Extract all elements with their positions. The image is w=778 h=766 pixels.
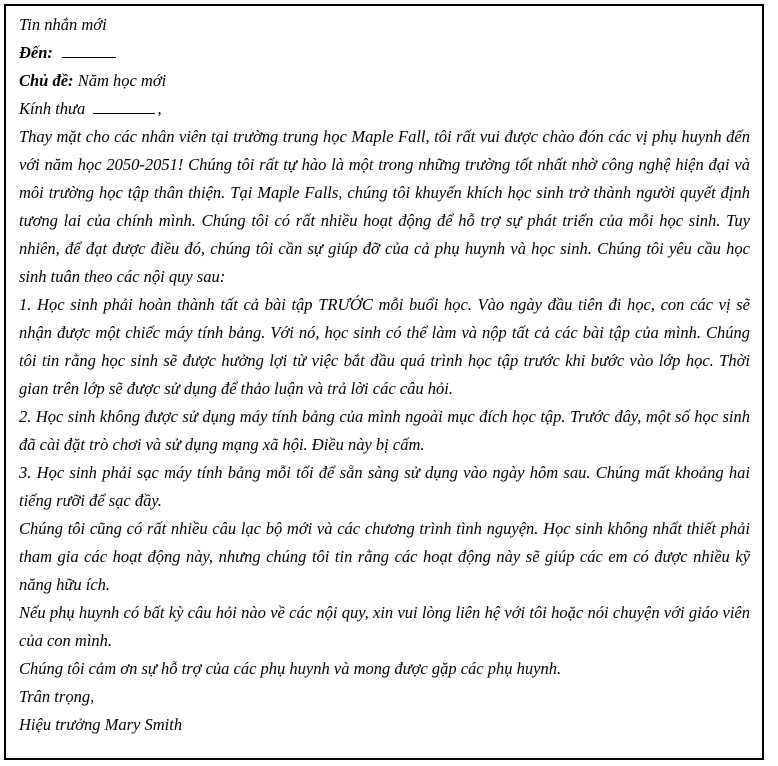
salutation-line: [19, 95, 750, 123]
thanks-paragraph: Chúng tôi cảm ơn sự hỗ trợ của các phụ huynh và mong được gặp các phụ huynh.: [19, 659, 562, 678]
document-page: [4, 4, 764, 760]
salutation-comma: ,: [157, 99, 162, 118]
subject-label: Chủ đề:: [19, 71, 74, 90]
subject-line: [19, 67, 750, 95]
closing-line: Trân trọng,: [19, 687, 95, 706]
rule-3-paragraph: 3. Học sinh phải sạc máy tính bảng mỗi tối để sẵn sàng sử dụng vào ngày hôm sau. Chúng mất khoảng hai tiếng rưỡi để sạc đầy.: [19, 463, 750, 510]
rule-1-paragraph: 1. Học sinh phải hoàn thành tất cả bài tập TRƯỚC mỗi buổi học. Vào ngày đầu tiên đi học, con các vị sẽ nhận được một chiếc máy tính bảng. Với nó, học sinh có thể làm và nộp tất cả các bài tập của mình. Chúng tôi tin rằng học sinh sẽ được hưởng lợi từ việc bắt đầu quá trình học tập trước khi bước vào lớp học. Thời gian trên lớp sẽ được sử dụng để thảo luận và trả lời các câu hỏi.: [19, 295, 750, 398]
salutation-text: Kính thưa: [19, 99, 86, 118]
intro-paragraph: Thay mặt cho các nhân viên tại trường trung học Maple Fall, tôi rất vui được chào đón các vị phụ huynh đến với năm học 2050-2051! Chúng tôi rất tự hào là một trong những trường tốt nhất nhờ công nghệ hiện đại và môi trường học tập thân thiện. Tại Maple Falls, chúng tôi khuyến khích học sinh trở thành người quyết định tương lai của chính mình. Chúng tôi có rất nhiều hoạt động để hỗ trợ sự phát triển của mỗi học sinh. Tuy nhiên, để đạt được điều đó, chúng tôi cần sự giúp đỡ của cả phụ huynh và học sinh. Chúng tôi yêu cầu học sinh tuân theo các nội quy sau:: [19, 127, 750, 286]
clubs-paragraph: Chúng tôi cũng có rất nhiều câu lạc bộ mới và các chương trình tình nguyện. Học sinh không nhất thiết phải tham gia các hoạt động này, nhưng chúng tôi tin rằng các hoạt động này sẽ giúp các em có được nhiều kỹ năng hữu ích.: [19, 519, 750, 594]
to-blank-field: [62, 41, 116, 59]
subject-value: Năm học mới: [77, 71, 167, 90]
contact-paragraph: Nếu phụ huynh có bất kỳ câu hỏi nào về các nội quy, xin vui lòng liên hệ với tôi hoặc nói chuyện với giáo viên của con mình.: [19, 603, 750, 650]
rule-2-paragraph: 2. Học sinh không được sử dụng máy tính bảng của mình ngoài mục đích học tập. Trước đây, một số học sinh đã cài đặt trò chơi và sử dụng mạng xã hội. Điều này bị cấm.: [19, 407, 750, 454]
to-label: Đến:: [19, 43, 53, 62]
to-line: [19, 39, 750, 67]
message-title: Tin nhắn mới: [19, 15, 107, 34]
salutation-blank-field: [93, 97, 155, 115]
signature-line: Hiệu trưởng Mary Smith: [19, 715, 183, 734]
